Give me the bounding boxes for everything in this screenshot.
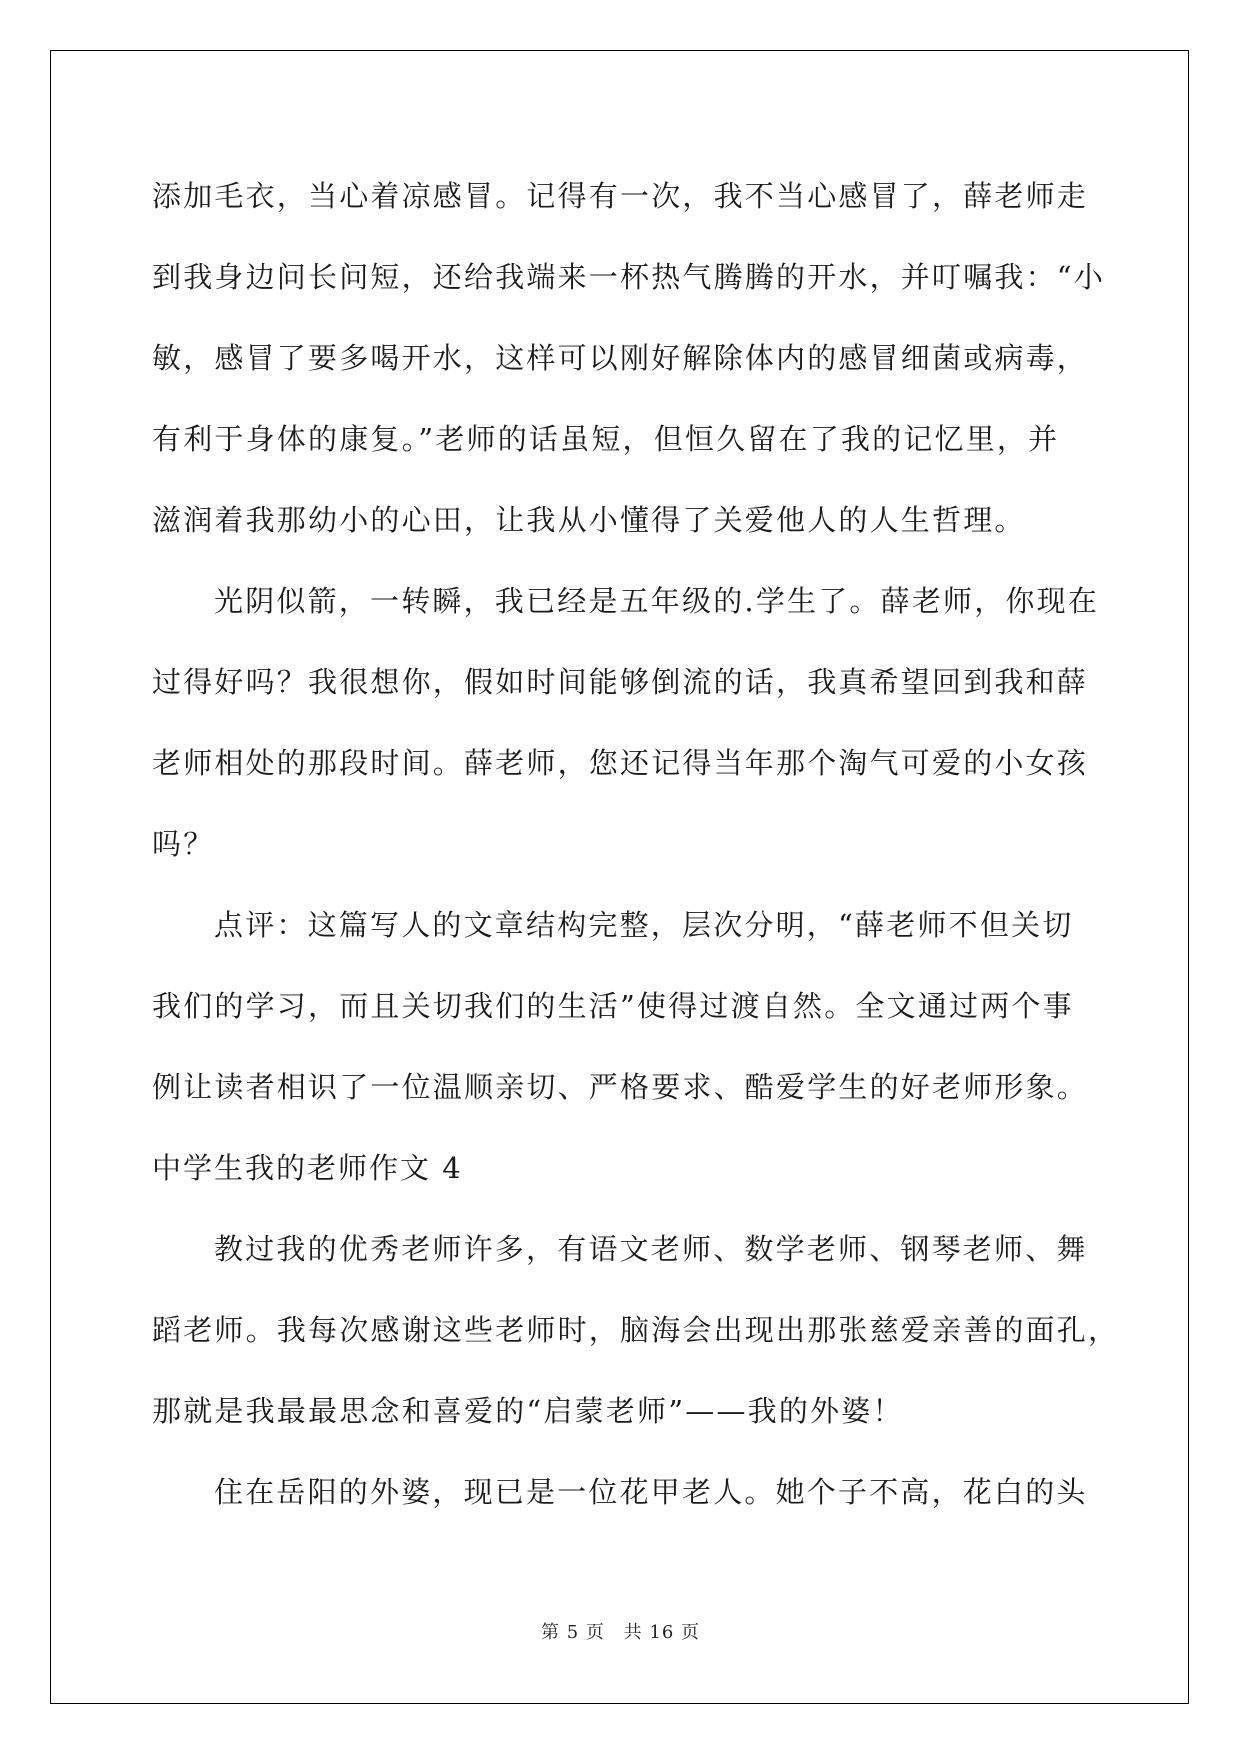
paragraph-start-line: 光阴似箭，一转瞬，我已经是五年级的.学生了。薛老师，你现在 — [214, 584, 1100, 618]
text-line: 有利于身体的康复。”老师的话虽短，但恒久留在了我的记忆里，并 — [152, 422, 1060, 456]
page-number: 第 5 页 — [541, 1622, 605, 1643]
section-heading: 中学生我的老师作文 4 — [152, 1151, 463, 1185]
text-line: 添加毛衣，当心着凉感冒。记得有一次，我不当心感冒了，薛老师走 — [152, 179, 1089, 213]
text-line: 老师相处的那段时间。薛老师，您还记得当年那个淘气可爱的小女孩 — [152, 746, 1089, 780]
text-line: 到我身边问长问短，还给我端来一杯热气腾腾的开水，并叮嘱我：“小 — [152, 260, 1106, 294]
text-line: 我们的学习，而且关切我们的生活”使得过渡自然。全文通过两个事 — [152, 989, 1074, 1023]
paragraph-start-line: 教过我的优秀老师许多，有语文老师、数学老师、钢琴老师、舞 — [214, 1232, 1088, 1266]
text-line: 蹈老师。我每次感谢这些老师时，脑海会出现出那张慈爱亲善的面孔， — [152, 1313, 1120, 1347]
text-line: 例让读者相识了一位温顺亲切、严格要求、酷爱学生的好老师形象。 — [152, 1070, 1089, 1104]
total-pages: 共 16 页 — [623, 1622, 700, 1643]
text-line: 滋润着我那幼小的心田，让我从小懂得了关爱他人的人生哲理。 — [152, 503, 1026, 537]
text-line: 敏，感冒了要多喝开水，这样可以刚好解除体内的感冒细菌或病毒， — [152, 341, 1089, 375]
text-line: 吗？ — [152, 827, 215, 861]
text-line: 过得好吗？我很想你，假如时间能够倒流的话，我真希望回到我和薛 — [152, 665, 1089, 699]
paragraph-start-line: 住在岳阳的外婆，现已是一位花甲老人。她个子不高，花白的头 — [214, 1475, 1088, 1509]
page-footer — [0, 1618, 1241, 1644]
text-line: 那就是我最最思念和喜爱的“启蒙老师”——我的外婆！ — [152, 1394, 904, 1428]
document-body — [152, 156, 1120, 1533]
paragraph-start-line: 点评：这篇写人的文章结构完整，层次分明，“薛老师不但关切 — [214, 908, 1074, 942]
